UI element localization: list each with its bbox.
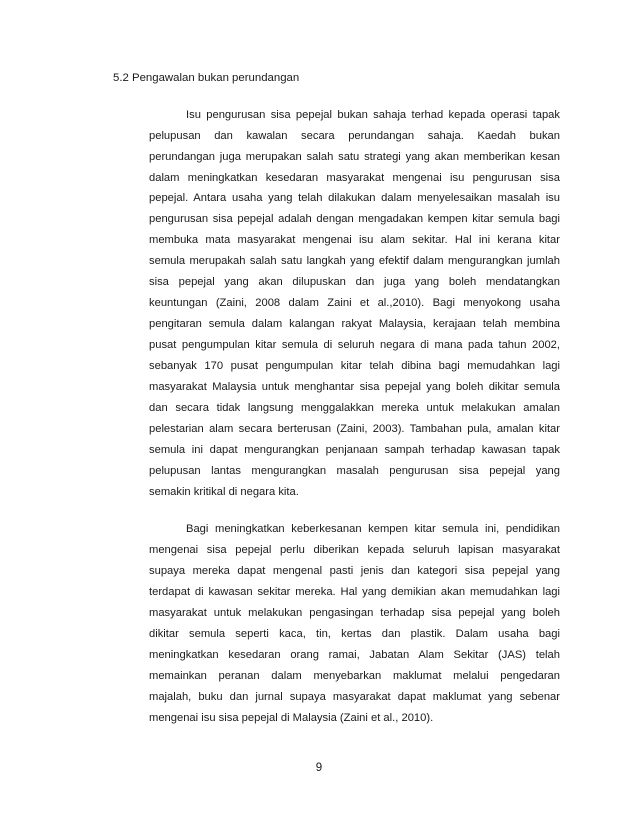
- paragraph-line: dalam meningkatkan kesedaran masyarakat mengenai isu pengurusan sisa: [149, 172, 560, 184]
- paragraph-line: pelupusan dan kawalan secara perundangan sahaja. Kaedah bukan: [149, 130, 560, 142]
- paragraph-line: meningkatkan kesedaran orang ramai, Jabatan Alam Sekitar (JAS) telah: [149, 649, 560, 661]
- paragraph-line: masyarakat untuk melakukan pengasingan terhadap sisa pepejal yang boleh: [149, 607, 560, 619]
- paragraph-line: sisa pepejal yang akan dilupuskan dan juga yang boleh mendatangkan: [149, 276, 560, 288]
- paragraph-line: dan secara tidak langsung menggalakkan mereka untuk melakukan amalan: [149, 402, 560, 414]
- paragraph-line: memainkan peranan dalam menyebarkan maklumat melalui pengedaran: [149, 670, 560, 682]
- paragraph-line: pelestarian alam secara berterusan (Zaini, 2003). Tambahan pula, amalan kitar: [149, 423, 560, 435]
- paragraph-line: pusat pengumpulan kitar semula di seluruh negara di mana pada tahun 2002,: [149, 339, 560, 351]
- paragraph-line: perundangan juga merupakan salah satu strategi yang akan memberikan kesan: [149, 151, 560, 163]
- paragraph-line: pepejal. Antara usaha yang telah dilakukan dalam menyelesaikan masalah isu: [149, 192, 560, 204]
- paragraph-line: Isu pengurusan sisa pepejal bukan sahaja terhad kepada operasi tapak: [186, 109, 560, 121]
- paragraph-line: membuka mata masyarakat mengenai isu alam sekitar. Hal ini kerana kitar: [149, 234, 560, 246]
- paragraph-line: majalah, buku dan jurnal supaya masyarakat dapat maklumat yang sebenar: [149, 691, 560, 703]
- paragraph-line: supaya mereka dapat mengenal pasti jenis dan kategori sisa pepejal yang: [149, 565, 560, 577]
- paragraph-line: semula merupakah salah satu langkah yang efektif dalam mengurangkan jumlah: [149, 255, 560, 267]
- paragraph-line: dikitar semula seperti kaca, tin, kertas dan plastik. Dalam usaha bagi: [149, 628, 560, 640]
- section-heading: 5.2 Pengawalan bukan perundangan: [113, 72, 300, 84]
- paragraph-line: pelupusan lantas mengurangkan masalah pengurusan sisa pepejal yang: [149, 465, 560, 477]
- paragraph-line: mengenai sisa pepejal perlu diberikan kepada seluruh lapisan masyarakat: [149, 544, 560, 556]
- paragraph-line: semakin kritikal di negara kita.: [149, 486, 299, 498]
- paragraph-line: semula ini dapat mengurangkan penjanaan sampah terhadap kawasan tapak: [149, 444, 560, 456]
- paragraph-line: keuntungan (Zaini, 2008 dalam Zaini et al.,2010). Bagi menyokong usaha: [149, 297, 560, 309]
- paragraph-line: Bagi meningkatkan keberkesanan kempen kitar semula ini, pendidikan: [186, 523, 560, 535]
- paragraph-line: terdapat di kawasan sekitar mereka. Hal yang demikian akan memudahkan lagi: [149, 586, 560, 598]
- paragraph-line: sebanyak 170 pusat pengumpulan kitar telah dibina bagi memudahkan lagi: [149, 360, 560, 372]
- paragraph-line: masyarakat Malaysia untuk menghantar sisa pepejal yang boleh dikitar semula: [149, 381, 560, 393]
- page-number: 9: [315, 762, 323, 774]
- paragraph-line: mengenai isu sisa pepejal di Malaysia (Zaini et al., 2010).: [149, 712, 434, 724]
- paragraph-line: pengurusan sisa pepejal adalah dengan mengadakan kempen kitar semula bagi: [149, 213, 560, 225]
- paragraph-line: pengitaran semula dalam kalangan rakyat Malaysia, kerajaan telah membina: [149, 318, 560, 330]
